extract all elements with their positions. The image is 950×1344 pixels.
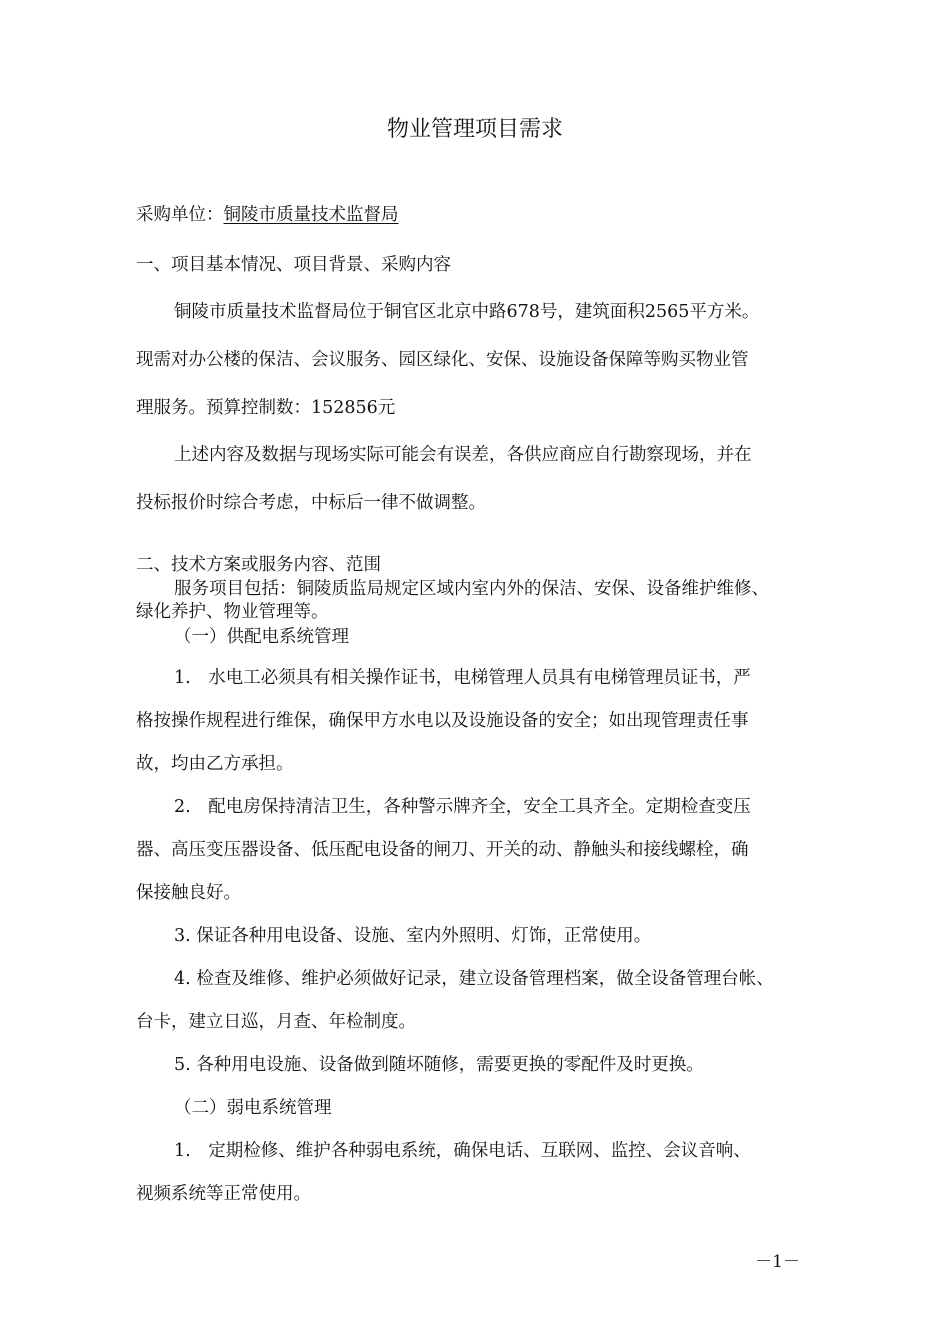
sub1-item2-line1: 2. 配电房保持清洁卫生，各种警示牌齐全，安全工具齐全。定期检查变压 <box>174 797 751 817</box>
section1-p1-line2: 现需对办公楼的保洁、会议服务、园区绿化、安保、设施设备保障等购买物业管 <box>136 350 749 370</box>
section1-heading: 一、项目基本情况、项目背景、采购内容 <box>136 255 451 275</box>
section1-p1-line3: 理服务。预算控制数：152856元 <box>136 398 396 418</box>
sub1-item3: 3. 保证各种用电设备、设施、室内外照明、灯饰，正常使用。 <box>174 926 652 946</box>
section1-p2-line2: 投标报价时综合考虑，中标后一律不做调整。 <box>136 493 486 513</box>
sub1-item5: 5. 各种用电设施、设备做到随坏随修，需要更换的零配件及时更换。 <box>174 1055 704 1075</box>
sub1-item4-line1: 4. 检查及维修、维护必须做好记录，建立设备管理档案，做全设备管理台帐、 <box>174 969 774 989</box>
sub1-item4-line2: 台卡，建立日巡，月查、年检制度。 <box>136 1012 416 1032</box>
sub1-item2-line2: 器、高压变压器设备、低压配电设备的闸刀、开关的动、静触头和接线螺栓，确 <box>136 840 749 860</box>
purchaser-line <box>136 204 399 226</box>
sub1-item1-line3: 故，均由乙方承担。 <box>136 754 294 774</box>
sub1-heading: （一）供配电系统管理 <box>174 627 349 647</box>
sub1-item1-line2: 格按操作规程进行维保，确保甲方水电以及设施设备的安全；如出现管理责任事 <box>136 711 749 731</box>
sub2-item1-line1: 1. 定期检修、维护各种弱电系统，确保电话、互联网、监控、会议音响、 <box>174 1141 751 1161</box>
document-title: 物业管理项目需求 <box>386 117 563 142</box>
sub1-item2-line3: 保接触良好。 <box>136 883 241 903</box>
section2-intro-line1: 服务项目包括：铜陵质监局规定区域内室内外的保洁、安保、设备维护维修、 <box>174 579 769 599</box>
sub2-heading: （二）弱电系统管理 <box>174 1098 332 1118</box>
page-number: －1－ <box>755 1252 800 1272</box>
section1-p1-line1: 铜陵市质量技术监督局位于铜官区北京中路678号，建筑面积2565平方米。 <box>174 302 760 322</box>
section2-intro-line2: 绿化养护、物业管理等。 <box>136 602 329 622</box>
purchaser-label: 采购单位： <box>136 205 224 225</box>
section2-heading: 二、技术方案或服务内容、范围 <box>136 555 381 575</box>
sub1-item1-line1: 1. 水电工必须具有相关操作证书，电梯管理人员具有电梯管理员证书，严 <box>174 668 751 688</box>
purchaser-name: 铜陵市质量技术监督局 <box>223 205 399 225</box>
section1-p2-line1: 上述内容及数据与现场实际可能会有误差，各供应商应自行勘察现场，并在 <box>174 445 752 465</box>
sub2-item1-line2: 视频系统等正常使用。 <box>136 1184 311 1204</box>
